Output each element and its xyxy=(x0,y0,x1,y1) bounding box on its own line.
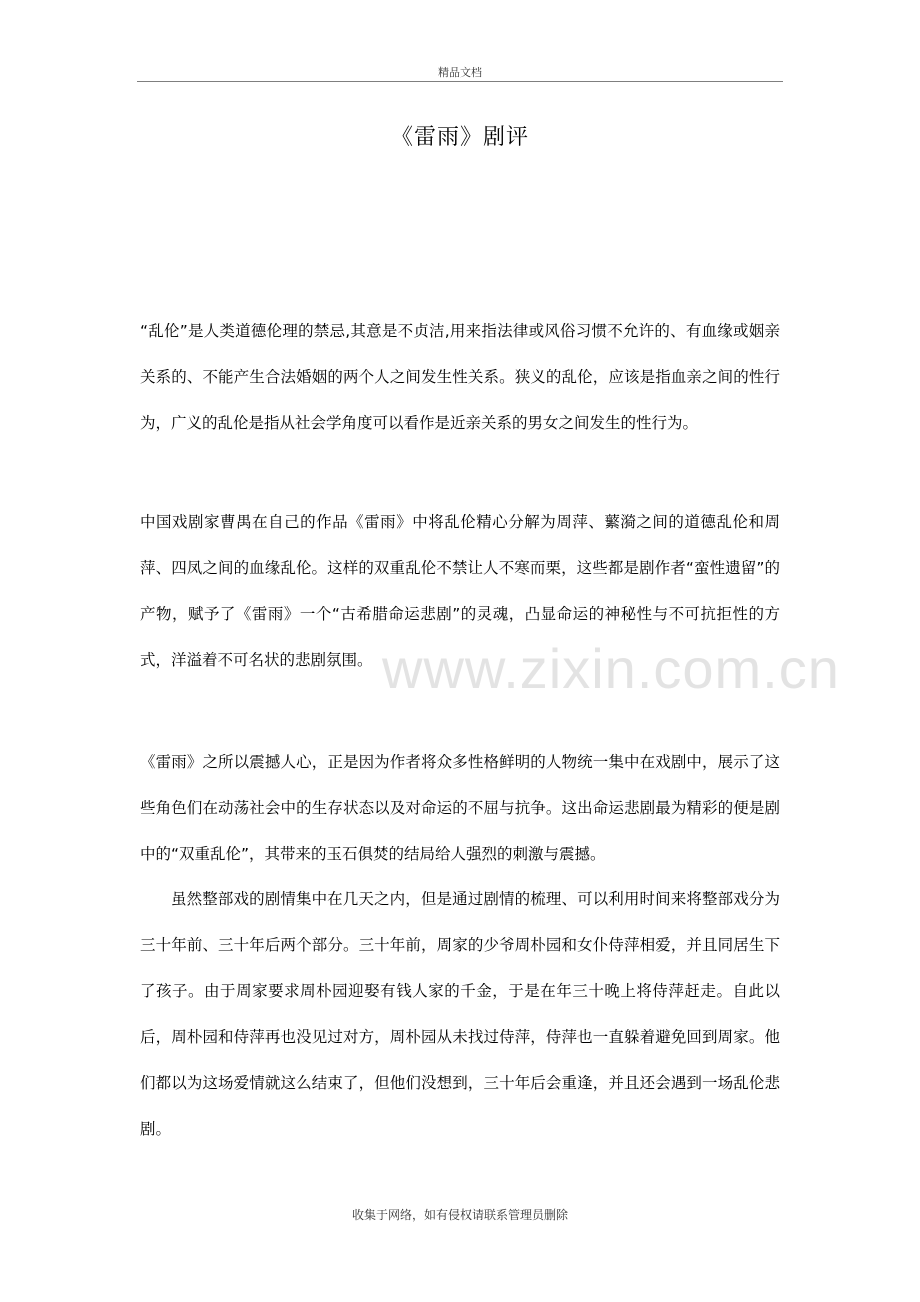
page-footer: 收集于网络，如有侵权请联系管理员删除 xyxy=(351,1208,568,1222)
paragraph-3: 《雷雨》之所以震撼人心，正是因为作者将众多性格鲜明的人物统一集中在戏剧中，展示了这些角色们在动荡社会中的生存状态以及对命运的不屈与抗争。这出命运悲剧最为精彩的便是剧中的“双重乱伦”，其带来的玉石俱焚的结局给人强烈的刺激与震撼。 xyxy=(140,753,780,863)
document-title: 《雷雨》剧评 xyxy=(390,125,529,150)
header-divider xyxy=(137,81,783,82)
paragraph-1: “乱伦”是人类道德伦理的禁忌,其意是不贞洁,用来指法律或风俗习惯不允许的、有血缘或姻亲关系的、不能产生合法婚姻的两个人之间发生性关系。狭义的乱伦，应该是指血亲之间的性行为，广义的乱伦是指从社会学角度可以看作是近亲关系的男女之间发生的性行为。 xyxy=(140,322,780,432)
paragraph-2: 中国戏剧家曹禺在自己的作品《雷雨》中将乱伦精心分解为周萍、蘩漪之间的道德乱伦和周萍、四凤之间的血缘乱伦。这样的双重乱伦不禁让人不寒而栗，这些都是剧作者“蛮性遗留”的产物，赋予了《雷雨》一个“古希腊命运悲剧”的灵魂，凸显命运的神秘性与不可抗拒性的方式，洋溢着不可名状的悲剧氛围。 xyxy=(140,513,780,669)
paragraph-4: 虽然整部戏的剧情集中在几天之内，但是通过剧情的梳理、可以利用时间来将整部戏分为三十年前、三十年后两个部分。三十年前，周家的少爷周朴园和女仆侍萍相爱，并且同居生下了孩子。由于周家要求周朴园迎娶有钱人家的千金，于是在年三十晚上将侍萍赶走。自此以后，周朴园和侍萍再也没见过对方，周朴园从未找过侍萍，侍萍也一直躲着避免回到周家。他们都以为这场爱情就这么结束了，但他们没想到，三十年后会重逢，并且还会遇到一场乱伦悲剧。 xyxy=(140,890,780,1138)
watermark: www.zixin.com.cn xyxy=(382,637,840,700)
page-header: 精品文档 xyxy=(438,66,482,79)
